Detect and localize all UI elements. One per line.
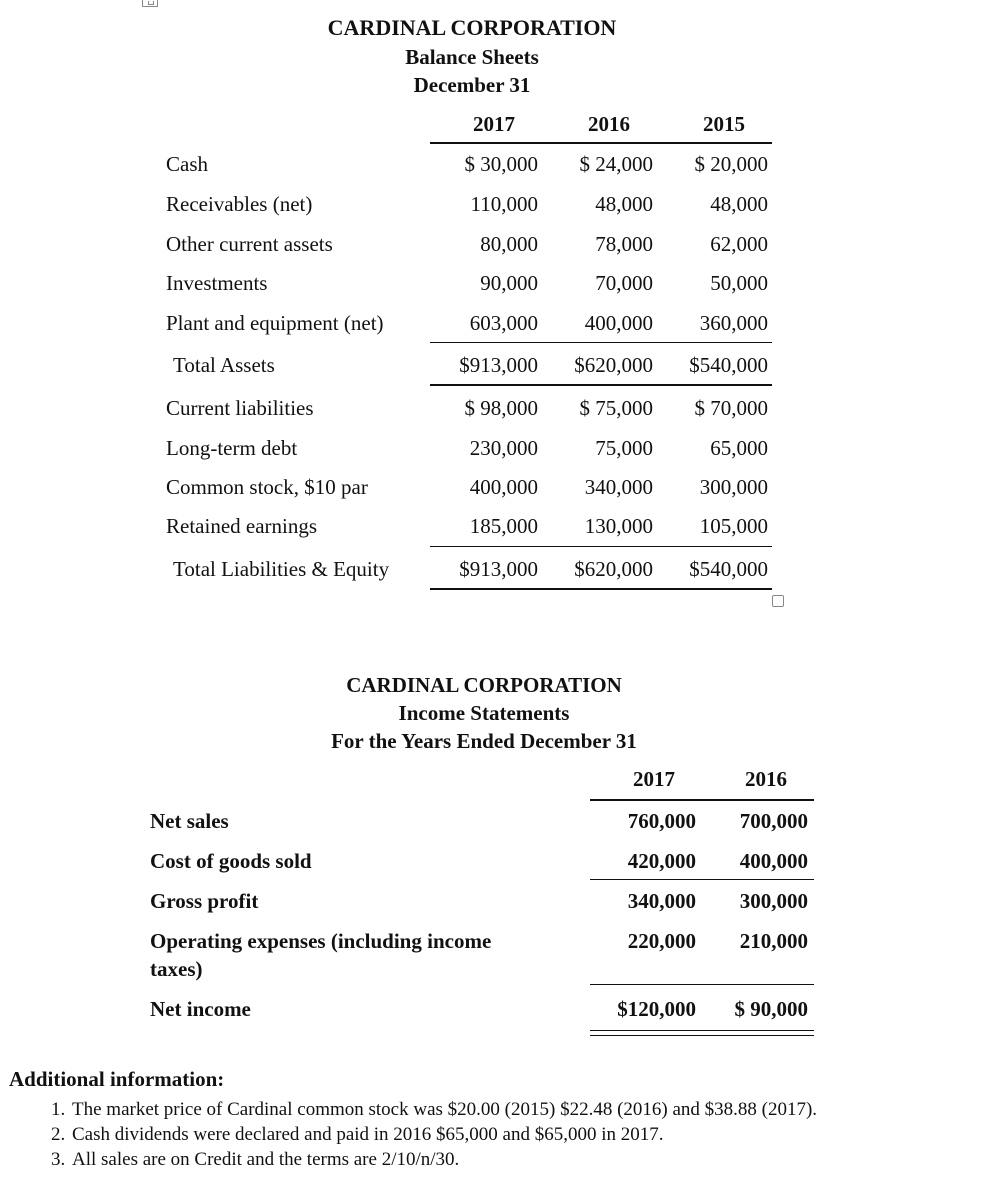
bs-cell: $ 20,000: [694, 152, 768, 176]
bs-cell: $ 24,000: [579, 152, 653, 176]
bs-row-label: Retained earnings: [166, 514, 318, 538]
bs-cell: 603,000: [469, 311, 538, 335]
bs-cell: 400,000: [469, 475, 538, 499]
bs-cell: 110,000: [470, 192, 538, 216]
is-year-header: 2016: [745, 767, 787, 791]
table-move-handle[interactable]: [142, 0, 158, 7]
bs-cell: $913,000: [459, 353, 538, 377]
is-cell: 400,000: [739, 849, 808, 873]
is-header-rule: [590, 799, 814, 801]
bs-cell: 300,000: [699, 475, 768, 499]
bs-cell: 105,000: [699, 514, 768, 538]
is-double-rule-top: [590, 1030, 814, 1031]
is-row-label: Operating expenses (including income: [150, 929, 492, 953]
bs-row-label: Total Liabilities & Equity: [173, 557, 390, 581]
additional-info-heading: Additional information:: [9, 1067, 225, 1091]
bs-header-rule: [430, 142, 772, 144]
bs-year-header: 2015: [703, 112, 745, 136]
list-item: 3. All sales are on Credit and the terms are 2/10/n/30.: [70, 1147, 817, 1172]
bs-cell: $ 70,000: [694, 396, 768, 420]
bs-row-label: Cash: [166, 152, 208, 176]
bs-subtotal-rule: [430, 342, 772, 343]
is-row-label-cont: taxes): [150, 957, 203, 981]
bs-row-label: Common stock, $10 par: [166, 475, 368, 499]
is-cell: 210,000: [739, 929, 808, 953]
balance-sheet-date: December 31: [413, 73, 531, 97]
is-cell: 420,000: [627, 849, 696, 873]
bs-cell: 400,000: [584, 311, 653, 335]
bs-cell: 360,000: [699, 311, 768, 335]
income-statement-period: For the Years Ended December 31: [331, 729, 637, 753]
bs-cell: $ 75,000: [579, 396, 653, 420]
bs-row-label: Investments: [166, 271, 268, 295]
bs-cell: $620,000: [574, 353, 653, 377]
bs-row-label: Receivables (net): [166, 192, 313, 216]
bs-cell: 62,000: [710, 232, 768, 256]
bs-row-label: Current liabilities: [166, 396, 314, 420]
additional-info-list: [40, 1097, 817, 1172]
balance-sheet-company: CARDINAL CORPORATION: [327, 15, 617, 40]
bs-cell: 185,000: [469, 514, 538, 538]
bs-cell: $913,000: [459, 557, 538, 581]
is-row-label: Cost of goods sold: [150, 849, 312, 873]
is-cell: 700,000: [739, 809, 808, 833]
is-row-label: Net income: [150, 997, 251, 1021]
is-subtotal-rule: [590, 984, 814, 985]
bs-cell: 65,000: [710, 436, 768, 460]
is-double-rule-bottom: [590, 1035, 814, 1036]
is-cell: 220,000: [627, 929, 696, 953]
balance-sheet-title: Balance Sheets: [405, 45, 539, 69]
bs-total-rule: [430, 588, 772, 590]
bs-cell: 230,000: [469, 436, 538, 460]
bs-row-label: Long-term debt: [166, 436, 298, 460]
is-row-label: Gross profit: [150, 889, 259, 913]
list-item: 2. Cash dividends were declared and paid in 2016 $65,000 and $65,000 in 2017.: [70, 1122, 817, 1147]
bs-cell: $540,000: [689, 557, 768, 581]
list-item: 1. The market price of Cardinal common stock was $20.00 (2015) $22.48 (2016) and $38.88 (2017).: [70, 1097, 817, 1122]
bs-cell: 90,000: [480, 271, 538, 295]
bs-cell: 48,000: [710, 192, 768, 216]
bs-subtotal-rule: [430, 546, 772, 547]
bs-cell: 80,000: [480, 232, 538, 256]
bs-year-header: 2016: [588, 112, 630, 136]
bs-year-header: 2017: [473, 112, 515, 136]
bs-cell: $620,000: [574, 557, 653, 581]
income-statement-company: CARDINAL CORPORATION: [346, 673, 622, 697]
bs-cell: $ 98,000: [464, 396, 538, 420]
is-subtotal-rule: [590, 879, 814, 880]
income-statement-title: Income Statements: [398, 701, 570, 725]
is-year-header: 2017: [633, 767, 675, 791]
bs-cell: 48,000: [595, 192, 653, 216]
bs-cell: $ 30,000: [464, 152, 538, 176]
bs-row-label: Other current assets: [166, 232, 333, 256]
bs-cell: 340,000: [584, 475, 653, 499]
bs-row-label: Plant and equipment (net): [166, 311, 384, 335]
table-resize-handle[interactable]: [772, 595, 784, 607]
bs-cell: $540,000: [689, 353, 768, 377]
bs-row-label: Total Assets: [173, 353, 275, 377]
is-row-label: Net sales: [150, 809, 229, 833]
is-cell: 340,000: [627, 889, 696, 913]
bs-cell: 78,000: [595, 232, 653, 256]
is-cell: 300,000: [739, 889, 808, 913]
bs-total-rule: [430, 384, 772, 386]
is-cell: $ 90,000: [734, 997, 808, 1021]
is-cell: $120,000: [617, 997, 696, 1021]
is-cell: 760,000: [627, 809, 696, 833]
bs-cell: 50,000: [710, 271, 768, 295]
bs-cell: 70,000: [595, 271, 653, 295]
bs-cell: 75,000: [595, 436, 653, 460]
bs-cell: 130,000: [584, 514, 653, 538]
